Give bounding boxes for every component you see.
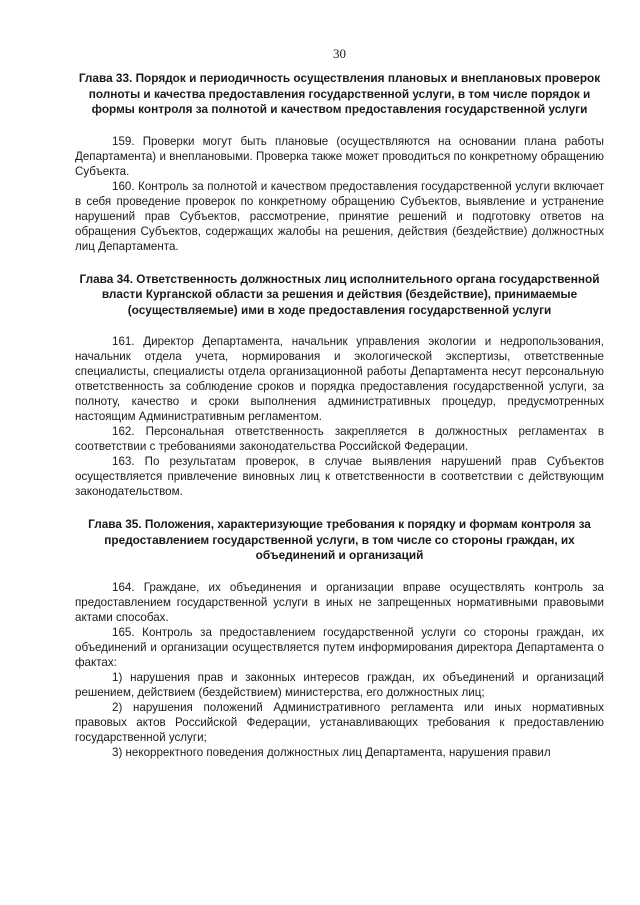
paragraph-160: 160. Контроль за полнотой и качеством предоставления государственной услуги включает в себя проведение проверок по конкретному обращению Субъектов, выявление и устранение нарушений прав Субъектов, рассмотрение, принятие решений и подготовку ответов на обращения Субъектов, содержащих жалобы на решения, действия (бездействие) должностных лиц Департамента. <box>75 179 604 253</box>
chapter-35-title: Глава 35. Положения, характеризующие требования к порядку и формам контроля за предоставлением государственной услуги, в том числе со стороны граждан, их объединений и организаций <box>88 517 591 562</box>
chapter-33-title: Глава 33. Порядок и периодичность осуществления плановых и внеплановых проверок полноты и качества предоставления государственной услуги, в том числе порядок и формы контроля за полнотой и качеством предоставления государственной услуги <box>78 71 601 116</box>
page-number: 30 <box>333 46 346 61</box>
list-item-1: 1) нарушения прав и законных интересов граждан, их объединений и организаций решением, действием (бездействием) министерства, его должностных лиц; <box>75 670 604 699</box>
list-item-2: 2) нарушения положений Административного регламента или иных нормативных правовых актов Российской Федерации, устанавливающих требования к предоставлению государственной услуги; <box>75 700 604 744</box>
chapter-35 <box>75 517 604 760</box>
chapter-34-title: Глава 34. Ответственность должностных лиц исполнительного органа государственной власти Курганской области за решения и действия (бездействие), принимаемые (осуществляемые) ими в ходе предоставления государственной услуги <box>79 271 600 317</box>
paragraph-159: 159. Проверки могут быть плановые (осуществляются на основании плана работы Департамента) и внеплановыми. Проверка также может проводиться по конкретному обращению Субъекта. <box>75 134 604 178</box>
chapter-33 <box>75 71 604 254</box>
list-item-3: 3) некорректного поведения должностных лиц Департамента, нарушения правил <box>112 745 551 759</box>
paragraph-162: 162. Персональная ответственность закрепляется в должностных регламентах в соответствии с требованиями законодательства Российской Федерации. <box>75 425 604 453</box>
chapter-34 <box>75 272 604 500</box>
paragraph-165: 165. Контроль за предоставлением государственной услуги со стороны граждан, их объединений и организации осуществляется путем информирования директора Департамента о фактах: <box>75 625 604 669</box>
paragraph-161: 161. Директор Департамента, начальник управления экологии и недропользования, начальник отдела учета, нормирования и экологической экспертизы, ответственные специалисты, специалисты отдела организационной работы Департамента несут персональную ответственность за соблюдение сроков и порядка предоставления государственной услуги, за полноту, качество и сроки выполнения административных процедур, предусмотренных настоящим Административным регламентом. <box>75 335 604 423</box>
paragraph-163: 163. По результатам проверок, в случае выявления нарушений прав Субъектов осуществляется привлечение виновных лиц к ответственности в соответствии с действующим законодательством. <box>75 455 604 498</box>
paragraph-164: 164. Граждане, их объединения и организации вправе осуществлять контроль за предоставлением государственной услуги в иных не запрещенных нормативными правовыми актами способах. <box>75 580 604 624</box>
